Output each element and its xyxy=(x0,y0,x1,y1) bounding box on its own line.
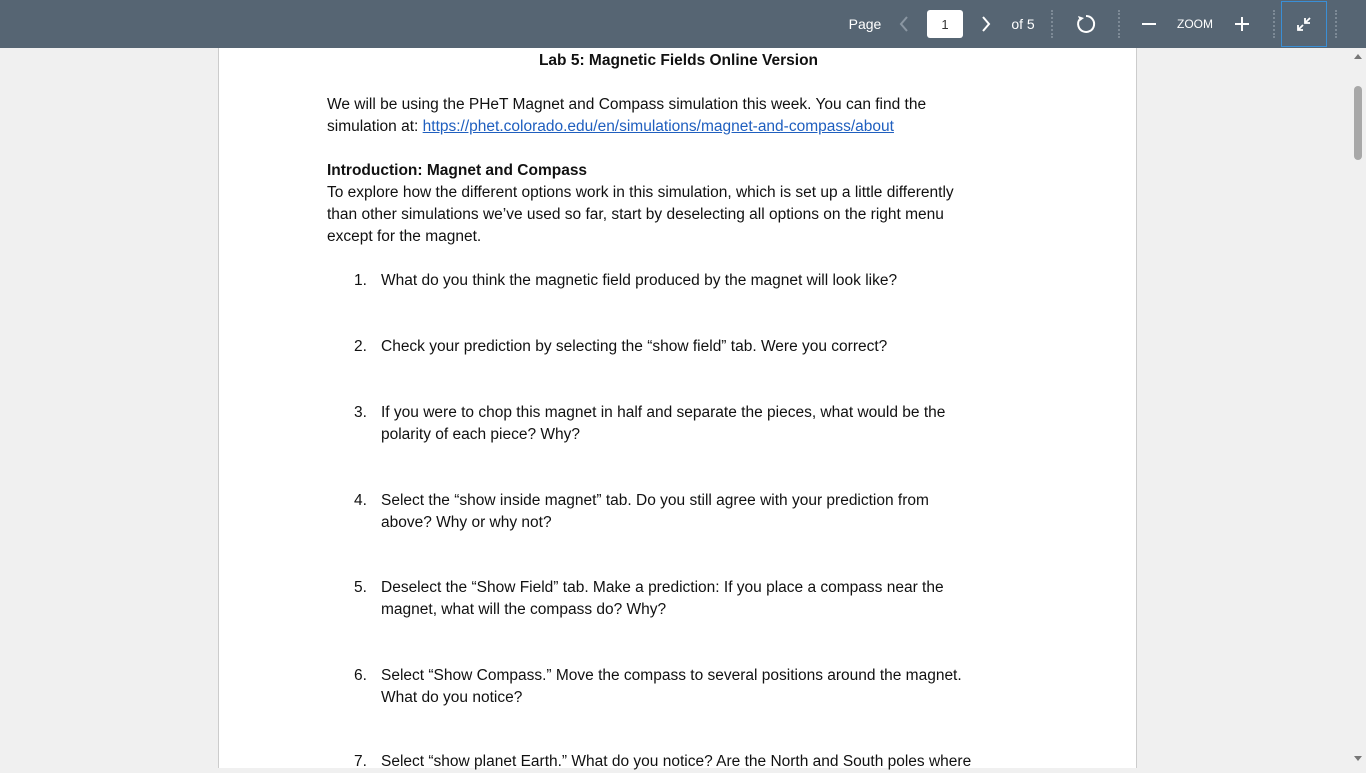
page-count: of 5 xyxy=(1011,16,1035,32)
collapse-icon xyxy=(1282,2,1326,46)
scroll-up-arrow-icon[interactable] xyxy=(1354,54,1362,59)
item-text: Check your prediction by selecting the “show field” tab. Were you correct? xyxy=(381,338,888,355)
pdf-page xyxy=(218,48,1137,768)
item-number: 7. xyxy=(354,753,367,770)
item-text: polarity of each piece? Why? xyxy=(381,426,581,443)
plus-icon xyxy=(1234,16,1250,32)
page-number-input[interactable] xyxy=(927,10,963,38)
item-text: magnet, what will the compass do? Why? xyxy=(381,601,667,618)
item-text: Select “show planet Earth.” What do you notice? Are the North and South poles where xyxy=(381,753,972,770)
item-text: If you were to chop this magnet in half and separate the pieces, what would be the xyxy=(381,404,946,421)
item-number: 2. xyxy=(354,338,367,355)
next-page-button[interactable] xyxy=(974,0,998,48)
intro-text xyxy=(327,116,894,138)
divider xyxy=(1118,10,1120,38)
item-text: Select “Show Compass.” Move the compass to several positions around the magnet. xyxy=(381,667,962,684)
exit-fullscreen-button[interactable] xyxy=(1281,1,1327,47)
document-title: Lab 5: Magnetic Fields Online Version xyxy=(538,52,819,69)
simulation-link[interactable]: https://phet.colorado.edu/en/simulations/magnet-and-compass/about xyxy=(422,118,894,135)
item-text: above? Why or why not? xyxy=(381,514,552,531)
section-text: than other simulations we’ve used so far, start by deselecting all options on the right menu xyxy=(327,206,944,223)
item-number: 6. xyxy=(354,667,367,684)
section-text: To explore how the different options work in this simulation, which is set up a little differently xyxy=(327,184,954,201)
zoom-label: ZOOM xyxy=(1177,17,1213,31)
item-number: 4. xyxy=(354,492,367,509)
zoom-in-button[interactable] xyxy=(1231,0,1253,48)
item-number: 1. xyxy=(354,272,367,289)
minus-icon xyxy=(1141,16,1157,32)
vertical-scrollbar[interactable] xyxy=(1350,48,1366,768)
page-label: Page xyxy=(848,16,882,32)
section-heading: Introduction: Magnet and Compass xyxy=(327,162,588,179)
scroll-down-arrow-icon[interactable] xyxy=(1354,756,1362,761)
rotate-button[interactable] xyxy=(1072,0,1100,48)
chevron-right-icon xyxy=(980,15,992,33)
item-text: What do you think the magnetic field produced by the magnet will look like? xyxy=(381,272,898,289)
section-text: except for the magnet. xyxy=(327,228,482,245)
item-text: Deselect the “Show Field” tab. Make a prediction: If you place a compass near the xyxy=(381,579,944,596)
item-text: What do you notice? xyxy=(381,689,523,706)
prev-page-button[interactable] xyxy=(892,0,916,48)
chevron-left-icon xyxy=(898,15,910,33)
rotate-icon xyxy=(1076,14,1096,34)
intro-prefix: simulation at: xyxy=(327,118,423,135)
intro-text: We will be using the PHeT Magnet and Compass simulation this week. You can find the xyxy=(327,96,927,113)
divider xyxy=(1051,10,1053,38)
scrollbar-thumb[interactable] xyxy=(1354,86,1362,160)
divider xyxy=(1273,10,1275,38)
pdf-toolbar xyxy=(0,0,1366,48)
item-text: Select the “show inside magnet” tab. Do you still agree with your prediction from xyxy=(381,492,929,509)
item-number: 5. xyxy=(354,579,367,596)
zoom-out-button[interactable] xyxy=(1138,0,1160,48)
item-number: 3. xyxy=(354,404,367,421)
divider xyxy=(1335,10,1337,38)
